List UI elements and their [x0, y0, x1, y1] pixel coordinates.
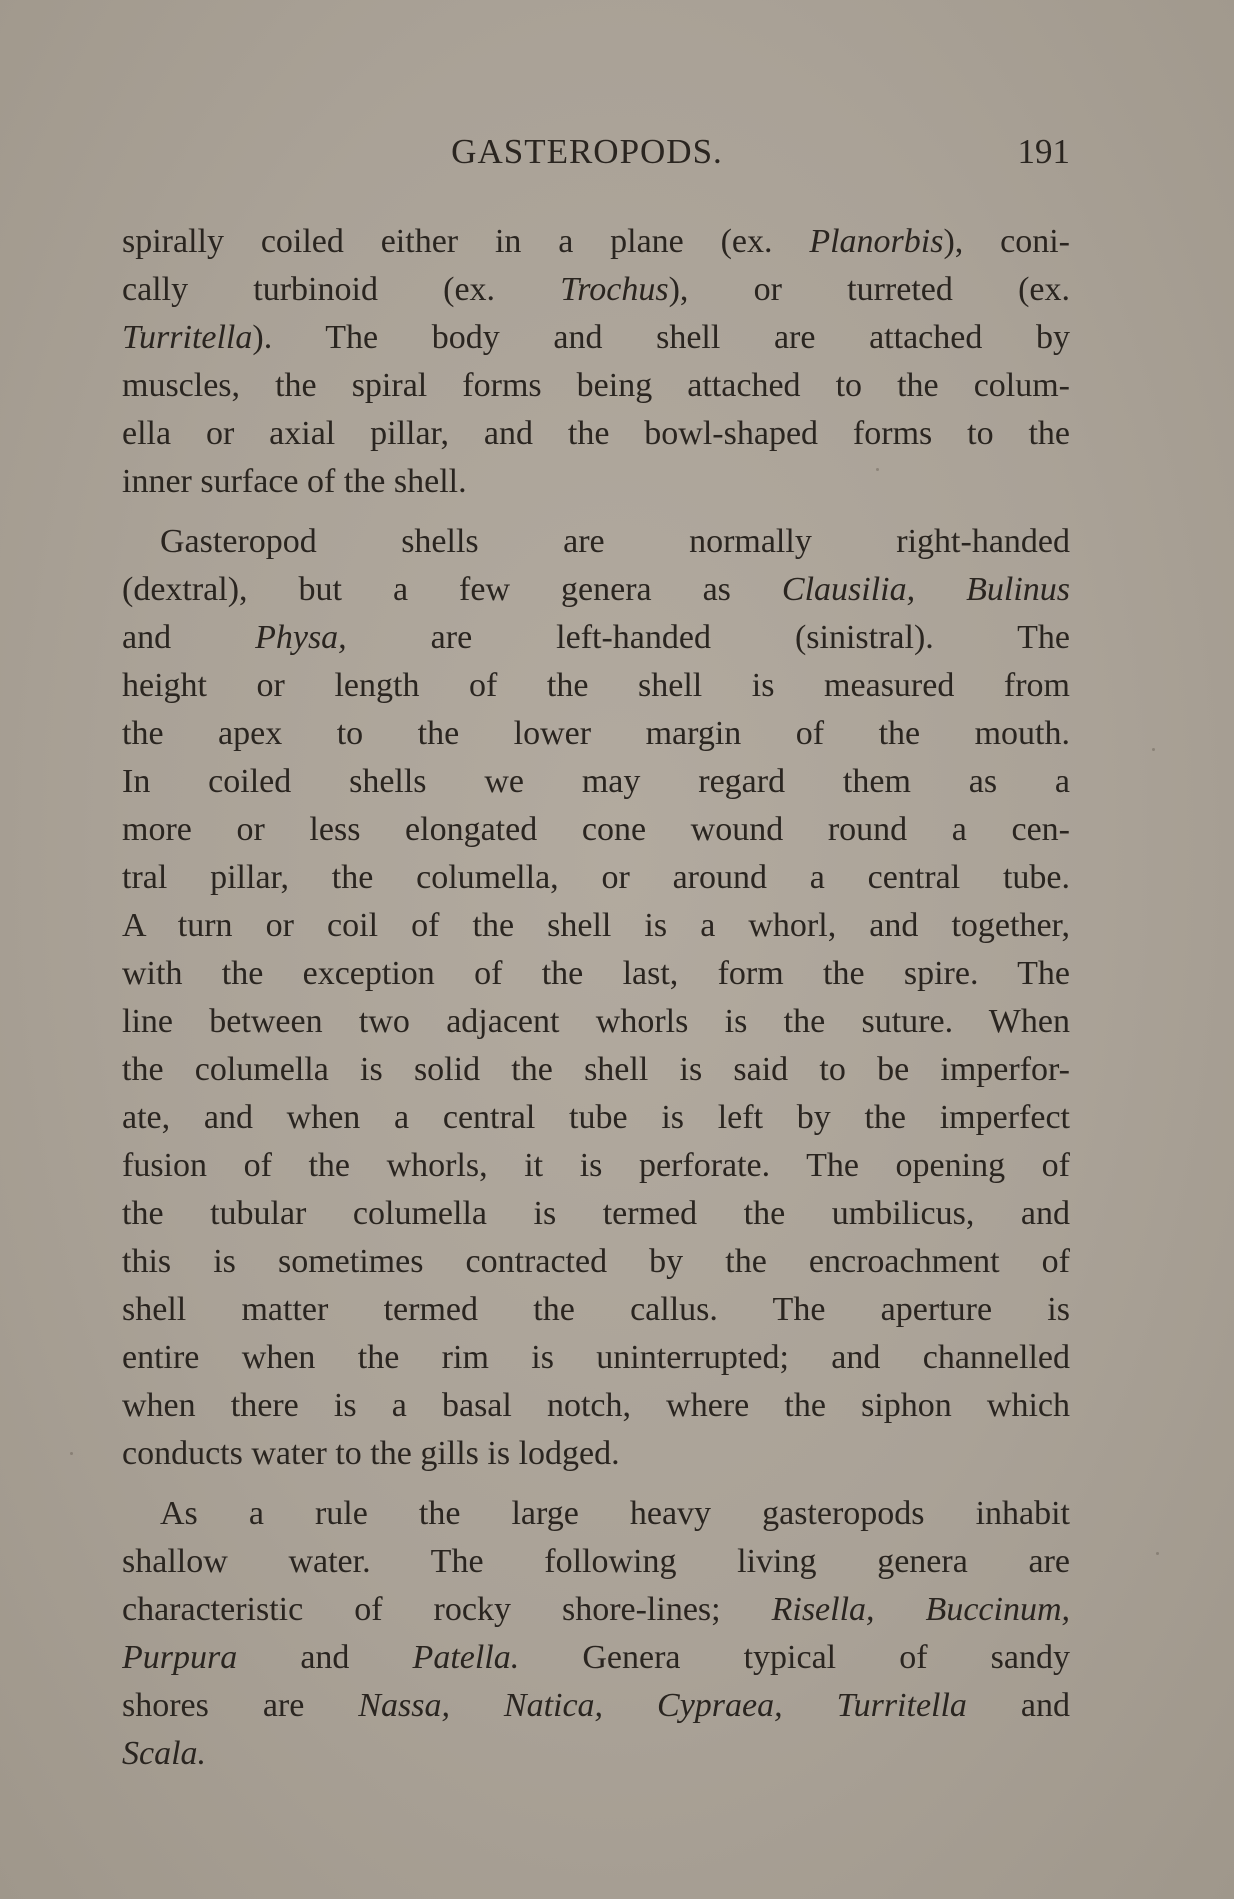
text-line: Turritella). The body and shell are attached by [122, 319, 1070, 356]
text-line: fusion of the whorls, it is perforate. The opening of [122, 1147, 1070, 1184]
text-line: more or less elongated cone wound round a cen- [122, 811, 1070, 848]
text-line: Gasteropod shells are normally right-handed [160, 523, 1070, 560]
text-line: As a rule the large heavy gasteropods inhabit [160, 1495, 1070, 1532]
text-line: ate, and when a central tube is left by the imperfect [122, 1099, 1070, 1136]
page-number: 191 [1017, 132, 1070, 171]
text-line: shallow water. The following living genera are [122, 1543, 1070, 1580]
text-line: conducts water to the gills is lodged. [122, 1435, 620, 1472]
text-line: shores are Nassa, Natica, Cypraea, Turritella and [122, 1687, 1070, 1724]
text-line: ella or axial pillar, and the bowl-shaped forms to the [122, 415, 1070, 452]
text-line: muscles, the spiral forms being attached to the colum- [122, 367, 1070, 404]
paragraph-2 [122, 518, 1070, 1478]
paper-speck [1156, 1552, 1159, 1555]
paper-speck [70, 1452, 73, 1455]
text-line: tral pillar, the columella, or around a central tube. [122, 859, 1070, 896]
text-line: when there is a basal notch, where the siphon which [122, 1387, 1070, 1424]
text-line: characteristic of rocky shore-lines; Risella, Buccinum, [122, 1591, 1070, 1628]
text-line: the columella is solid the shell is said to be imperfor- [122, 1051, 1070, 1088]
text-line: this is sometimes contracted by the encroachment of [122, 1243, 1070, 1280]
text-line: cally turbinoid (ex. Trochus), or turreted (ex. [122, 271, 1070, 308]
text-line: entire when the rim is uninterrupted; and channelled [122, 1339, 1070, 1376]
running-title: GASTEROPODS. [451, 132, 723, 171]
text-line: line between two adjacent whorls is the suture. When [122, 1003, 1070, 1040]
running-head [124, 132, 1070, 180]
text-line: with the exception of the last, form the spire. The [122, 955, 1070, 992]
body-text [122, 218, 1070, 1790]
text-line: A turn or coil of the shell is a whorl, and together, [122, 907, 1070, 944]
text-line: (dextral), but a few genera as Clausilia, Bulinus [122, 571, 1070, 608]
text-line: inner surface of the shell. [122, 463, 467, 500]
text-line: and Physa, are left-handed (sinistral). The [122, 619, 1070, 656]
text-line: height or length of the shell is measured from [122, 667, 1070, 704]
text-line: In coiled shells we may regard them as a [122, 763, 1070, 800]
paragraph-3 [122, 1490, 1070, 1778]
paragraph-1 [122, 218, 1070, 506]
text-line: shell matter termed the callus. The aperture is [122, 1291, 1070, 1328]
paper-speck [1152, 748, 1155, 751]
text-line: Purpura and Patella. Genera typical of sandy [122, 1639, 1070, 1676]
text-line: the tubular columella is termed the umbilicus, and [122, 1195, 1070, 1232]
text-line: Scala. [122, 1735, 207, 1772]
paper-speck [876, 468, 879, 471]
text-line: spirally coiled either in a plane (ex. Planorbis), coni- [122, 223, 1070, 260]
text-line: the apex to the lower margin of the mouth. [122, 715, 1070, 752]
